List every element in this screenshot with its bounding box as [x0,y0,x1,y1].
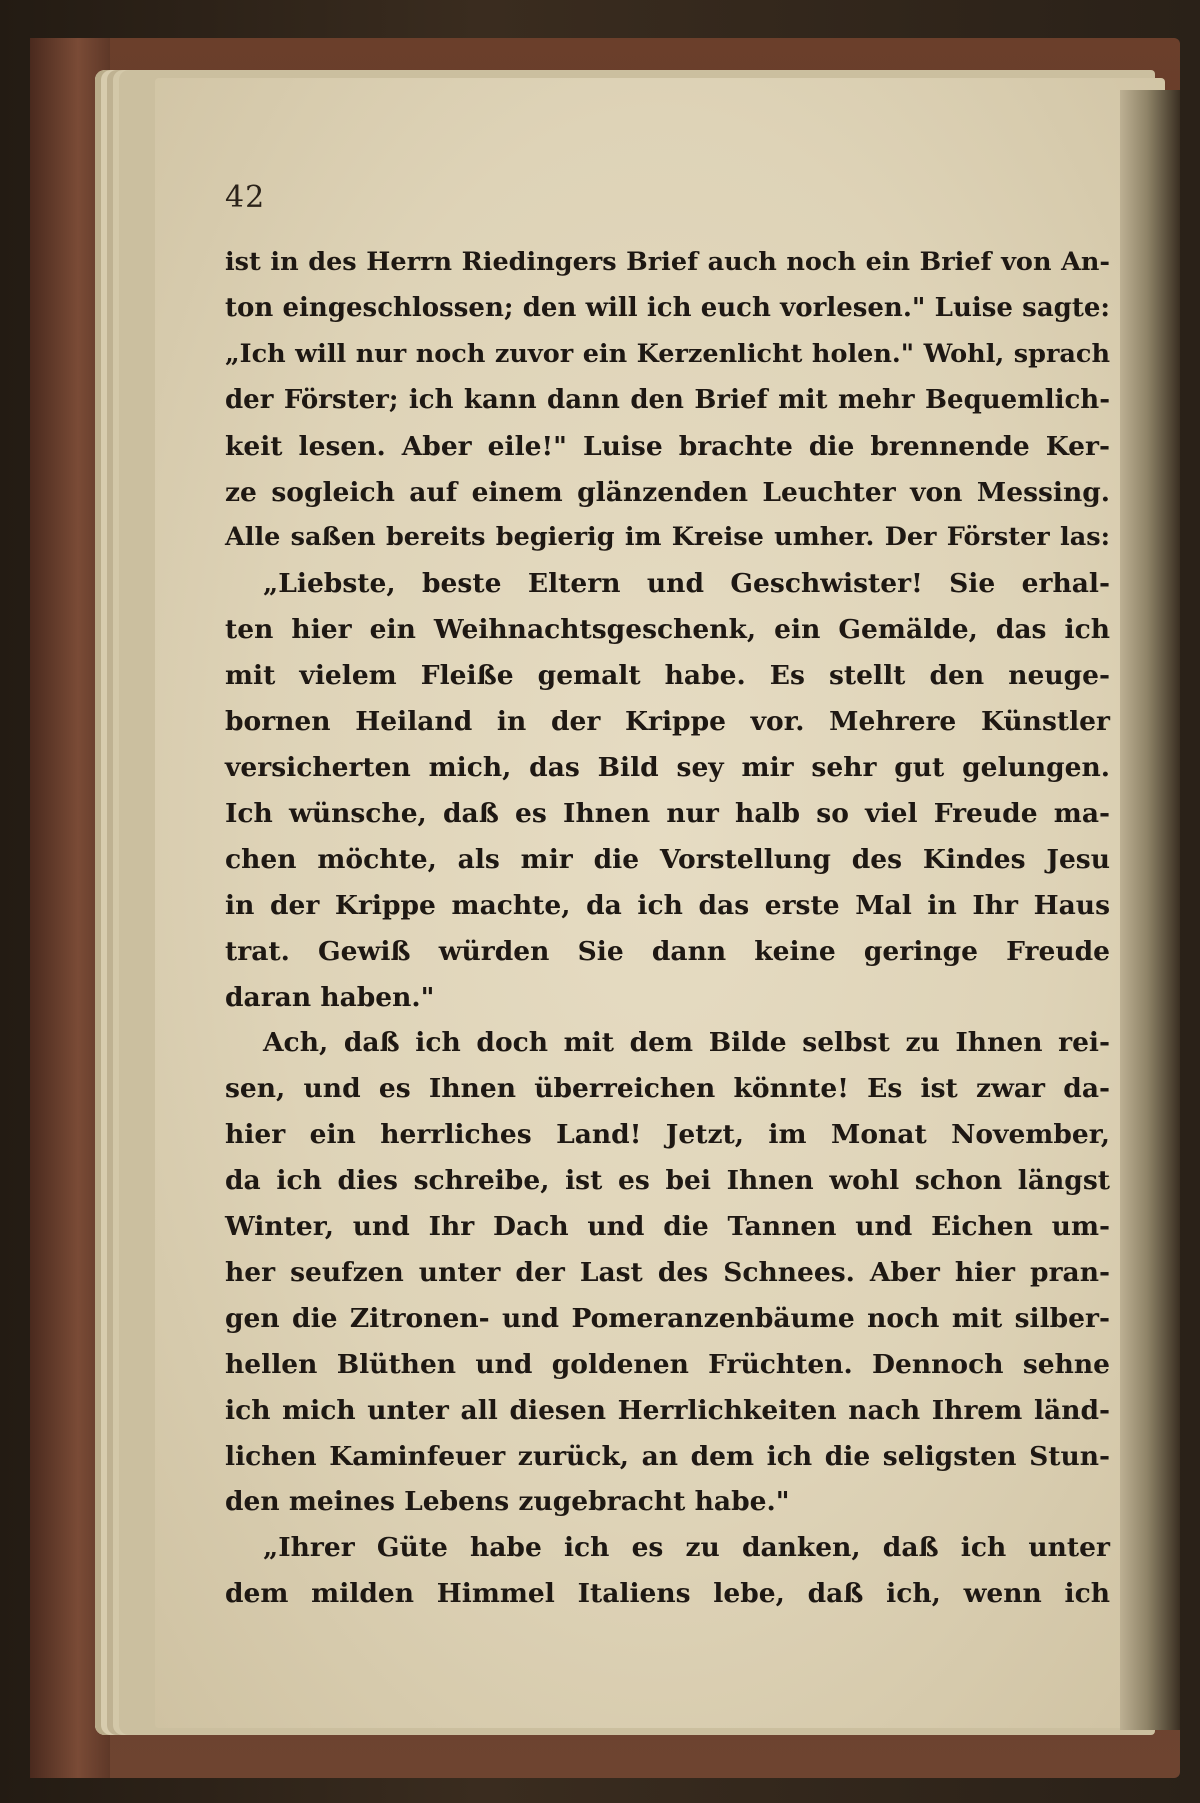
page-number: 42 [225,180,266,215]
text-line: Ach, daß ich doch mit dem Bilde selbst zu Ihnen rei- [263,1027,1110,1059]
text-line: ist in des Herrn Riedingers Brief auch noch ein Brief von An- [225,247,1110,277]
text-line: „Liebste, beste Eltern und Geschwister! Sie erhal- [263,568,1110,600]
text-line: dem milden Himmel Italiens lebe, daß ich, wenn ich [225,1578,1110,1610]
text-line: Ich wünsche, daß es Ihnen nur halb so viel Freude ma- [225,797,1110,829]
text-line: den meines Lebens zugebracht habe." [225,1486,790,1518]
text-line: ten hier ein Weihnachtsgeschenk, ein Gemälde, das ich [225,614,1110,646]
text-line: „Ich will nur noch zuvor ein Kerzenlicht holen." Wohl, sprach [225,338,1110,369]
text-line: Alle saßen bereits begierig im Kreise umher. Der Förster las: [225,522,1110,553]
page-text [225,240,1110,1617]
text-line: her seufzen unter der Last des Schnees. Aber hier pran- [225,1256,1110,1288]
text-line: sen, und es Ihnen überreichen könnte! Es ist zwar da- [225,1073,1110,1105]
text-line: ich mich unter all diesen Herrlichkeiten nach Ihrem länd- [225,1394,1110,1426]
text-line: lichen Kaminfeuer zurück, an dem ich die seligsten Stun- [225,1440,1110,1472]
text-line: der Förster; ich kann dann den Brief mit mehr Bequemlich- [225,384,1110,415]
text-line: bornen Heiland in der Krippe vor. Mehrere Künstler [225,706,1110,738]
text-line: da ich dies schreibe, ist es bei Ihnen wohl schon längst [225,1165,1110,1197]
text-line: mit vielem Fleiße gemalt habe. Es stellt den neuge- [225,660,1110,692]
text-line: keit lesen. Aber eile!" Luise brachte die brennende Ker- [225,430,1110,462]
text-line: daran haben." [225,981,435,1013]
text-line: chen möchte, als mir die Vorstellung des Kindes Jesu [225,843,1110,875]
text-line: versicherten mich, das Bild sey mir sehr gut gelungen. [225,751,1110,783]
text-line: „Ihrer Güte habe ich es zu danken, daß ich unter [263,1532,1110,1564]
text-line: Winter, und Ihr Dach und die Tannen und Eichen um- [225,1211,1110,1243]
text-line: hier ein herrliches Land! Jetzt, im Monat November, [225,1119,1110,1151]
text-line: hellen Blüthen und goldenen Früchten. Dennoch sehne [225,1348,1110,1380]
text-line: gen die Zitronen- und Pomeranzenbäume noch mit silber- [225,1302,1110,1334]
text-line: trat. Gewiß würden Sie dann keine geringe Freude [225,935,1110,967]
text-line: ze sogleich auf einem glänzenden Leuchter von Messing. [225,476,1110,508]
text-line: in der Krippe machte, da ich das erste Mal in Ihr Haus [225,889,1110,921]
page-gutter [1120,90,1180,1730]
text-line: ton eingeschlossen; den will ich euch vorlesen." Luise sagte: [225,292,1110,323]
